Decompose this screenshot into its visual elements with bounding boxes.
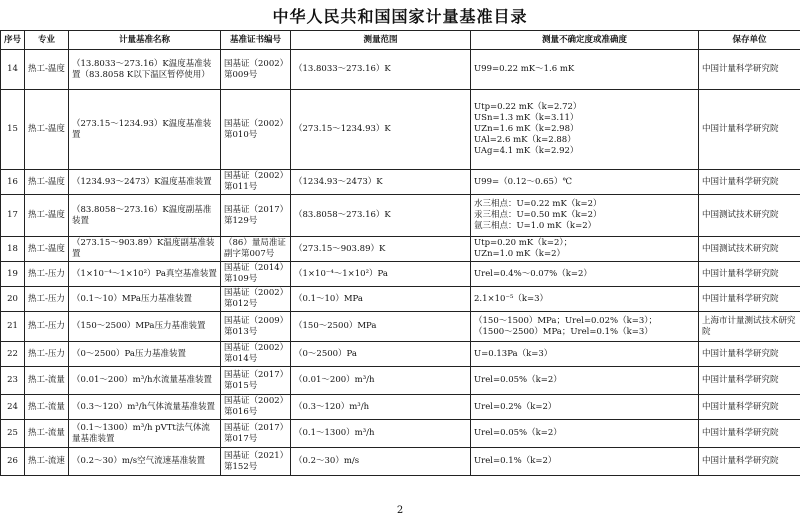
row-uncertainty (471, 170, 699, 195)
row-uncertainty (471, 448, 699, 476)
row-specialty: 热工-压力 (25, 287, 69, 312)
row-uncertainty (471, 367, 699, 395)
row-cert: 国基证（2002）第012号 (221, 287, 291, 312)
row-name: （0.3～120）m³/h气体流量基准装置 (69, 395, 221, 420)
row-uncertainty (471, 195, 699, 237)
row-org: 中国计量科学研究院 (699, 90, 800, 170)
row-org: 中国计量科学研究院 (699, 448, 800, 476)
page-number: 2 (396, 505, 404, 516)
table-row (1, 50, 800, 90)
standards-table (0, 30, 800, 476)
row-specialty: 热工-温度 (25, 195, 69, 237)
uncertainty-line: Urel=0.4%～0.07%（k=2） (474, 268, 592, 279)
table-row (1, 170, 800, 195)
table-row (1, 342, 800, 367)
uncertainty-line: UAl=2.6 mK（k=2.88） (474, 135, 576, 145)
row-cert: 国基证（2017）第017号 (221, 420, 291, 448)
table-row (1, 448, 800, 476)
row-specialty: 热工-压力 (25, 262, 69, 287)
row-uncertainty (471, 342, 699, 367)
row-specialty: 热工-压力 (25, 312, 69, 342)
uncertainty-line: （150～1500）MPa；Urel=0.02%（k=3）； (474, 315, 657, 326)
row-cert: 国基证（2002）第014号 (221, 342, 291, 367)
row-range: （83.8058～273.16）K (291, 195, 471, 237)
table-row (1, 90, 800, 170)
uncertainty-line: Urel=0.05%（k=2） (474, 428, 562, 438)
row-name: （0.1～10）MPa压力基准装置 (69, 287, 221, 312)
row-no: 15 (1, 90, 25, 170)
row-specialty: 热工-温度 (25, 50, 69, 90)
header-specialty: 专业 (25, 31, 69, 50)
row-cert: 国基证（2021）第152号 (221, 448, 291, 476)
header-range: 测量范围 (291, 31, 471, 50)
row-org: 中国计量科学研究院 (699, 395, 800, 420)
table-row (1, 195, 800, 237)
row-range: （273.15～903.89）K (291, 237, 471, 262)
uncertainty-line: 2.1×10⁻⁵（k=3） (474, 293, 549, 304)
header-uncertainty: 测量不确定度或准确度 (471, 31, 699, 50)
row-cert: 国基证（2014）第109号 (221, 262, 291, 287)
row-no: 16 (1, 170, 25, 195)
row-specialty: 热工-流量 (25, 367, 69, 395)
row-name: （150～2500）MPa压力基准装置 (69, 312, 221, 342)
row-org: 中国计量科学研究院 (699, 287, 800, 312)
row-range: （0.1～1300）m³/h (291, 420, 471, 448)
row-no: 21 (1, 312, 25, 342)
row-range: （0～2500）Pa (291, 342, 471, 367)
row-org: 中国计量科学研究院 (699, 262, 800, 287)
table-header-row (1, 31, 800, 50)
table-row (1, 312, 800, 342)
row-cert: 国基证（2017）第129号 (221, 195, 291, 237)
row-org: 中国计量科学研究院 (699, 50, 800, 90)
uncertainty-line: Utp=0.22 mK（k=2.72） (474, 102, 582, 112)
row-range: （0.01～200）m³/h (291, 367, 471, 395)
row-cert: 国基证（2002）第009号 (221, 50, 291, 90)
row-no: 19 (1, 262, 25, 287)
row-name: （1234.93～2473）K温度基准装置 (69, 170, 221, 195)
table-row (1, 287, 800, 312)
row-range: （0.1～10）MPa (291, 287, 471, 312)
uncertainty-line: （1500～2500）MPa；Urel=0.1%（k=3） (474, 326, 653, 337)
row-cert: 国基证（2002）第010号 (221, 90, 291, 170)
row-name: （273.15～1234.93）K温度基准装置 (69, 90, 221, 170)
header-name: 计量基准名称 (69, 31, 221, 50)
row-name: （83.8058～273.16）K温度副基准装置 (69, 195, 221, 237)
row-no: 25 (1, 420, 25, 448)
row-no: 18 (1, 237, 25, 262)
row-range: （0.2～30）m/s (291, 448, 471, 476)
row-uncertainty (471, 237, 699, 262)
uncertainty-line: UAg=4.1 mK（k=2.92） (474, 146, 579, 156)
row-cert: 国基证（2002）第011号 (221, 170, 291, 195)
uncertainty-line: 汞三相点：U=0.50 mK（k=2） (474, 210, 602, 220)
table-row (1, 367, 800, 395)
row-range: （273.15～1234.93）K (291, 90, 471, 170)
row-no: 24 (1, 395, 25, 420)
uncertainty-line: USn=1.3 mK（k=3.11） (474, 113, 579, 123)
row-range: （0.3～120）m³/h (291, 395, 471, 420)
row-specialty: 热工-温度 (25, 170, 69, 195)
row-specialty: 热工-流速 (25, 448, 69, 476)
row-specialty: 热工-压力 (25, 342, 69, 367)
uncertainty-line: U=0.13Pa（k=3） (474, 348, 553, 359)
row-no: 22 (1, 342, 25, 367)
row-name: （0.2～30）m/s空气流速基准装置 (69, 448, 221, 476)
row-cert: 国基证（2002）第016号 (221, 395, 291, 420)
row-org: 上海市计量测试技术研究院 (699, 312, 800, 342)
uncertainty-line: Urel=0.1%（k=2） (474, 456, 557, 466)
table-row (1, 420, 800, 448)
row-no: 23 (1, 367, 25, 395)
uncertainty-line: Utp=0.20 mK（k=2）； (474, 238, 573, 248)
table-row (1, 395, 800, 420)
row-org: 中国计量科学研究院 (699, 342, 800, 367)
row-name: （0.1～1300）m³/h pVTt法气体流量基准装置 (69, 420, 221, 448)
row-uncertainty (471, 287, 699, 312)
row-range: （1×10⁻⁴～1×10²）Pa (291, 262, 471, 287)
uncertainty-line: Urel=0.05%（k=2） (474, 375, 562, 385)
row-uncertainty (471, 262, 699, 287)
row-range: （13.8033～273.16）K (291, 50, 471, 90)
row-cert: 国基证（2017）第015号 (221, 367, 291, 395)
row-specialty: 热工-温度 (25, 237, 69, 262)
row-name: （0.01～200）m³/h水流量基准装置 (69, 367, 221, 395)
header-cert: 基准证书编号 (221, 31, 291, 50)
uncertainty-line: 水三相点：U=0.22 mK（k=2） (474, 199, 602, 209)
row-uncertainty (471, 312, 699, 342)
uncertainty-line: Urel=0.2%（k=2） (474, 401, 557, 412)
header-org: 保存单位 (699, 31, 800, 50)
row-specialty: 热工-流量 (25, 420, 69, 448)
row-uncertainty (471, 420, 699, 448)
row-org: 中国测试技术研究院 (699, 237, 800, 262)
uncertainty-line: UZn=1.6 mK（k=2.98） (474, 124, 579, 134)
row-name: （1×10⁻⁴～1×10²）Pa真空基准装置 (69, 262, 221, 287)
row-range: （1234.93～2473）K (291, 170, 471, 195)
row-name: （13.8033～273.16）K温度基准装置（83.8058 K以下温区暂停使用） (69, 50, 221, 90)
row-range: （150～2500）MPa (291, 312, 471, 342)
row-no: 14 (1, 50, 25, 90)
row-name: （273.15～903.89）K温度副基准装置 (69, 237, 221, 262)
row-specialty: 热工-温度 (25, 90, 69, 170)
row-name: （0～2500）Pa压力基准装置 (69, 342, 221, 367)
uncertainty-line: U99=（0.12～0.65）℃ (474, 176, 572, 187)
uncertainty-line: U99=0.22 mK～1.6 mK (474, 64, 575, 74)
row-uncertainty (471, 90, 699, 170)
row-org: 中国计量科学研究院 (699, 170, 800, 195)
uncertainty-line: UZn=1.0 mK（k=2） (474, 249, 565, 259)
page-title: 中华人民共和国国家计量基准目录 (272, 7, 528, 26)
row-no: 20 (1, 287, 25, 312)
row-no: 26 (1, 448, 25, 476)
row-specialty: 热工-流量 (25, 395, 69, 420)
row-uncertainty (471, 395, 699, 420)
row-org: 中国计量科学研究院 (699, 367, 800, 395)
header-no: 序号 (1, 31, 25, 50)
table-row (1, 262, 800, 287)
row-cert: （86）量局准证副字第007号 (221, 237, 291, 262)
table-row (1, 237, 800, 262)
row-org: 中国计量科学研究院 (699, 420, 800, 448)
row-uncertainty (471, 50, 699, 90)
row-no: 17 (1, 195, 25, 237)
uncertainty-line: 氩三相点：U=1.0 mK（k=2） (474, 221, 597, 231)
row-org: 中国测试技术研究院 (699, 195, 800, 237)
row-cert: 国基证（2009）第013号 (221, 312, 291, 342)
